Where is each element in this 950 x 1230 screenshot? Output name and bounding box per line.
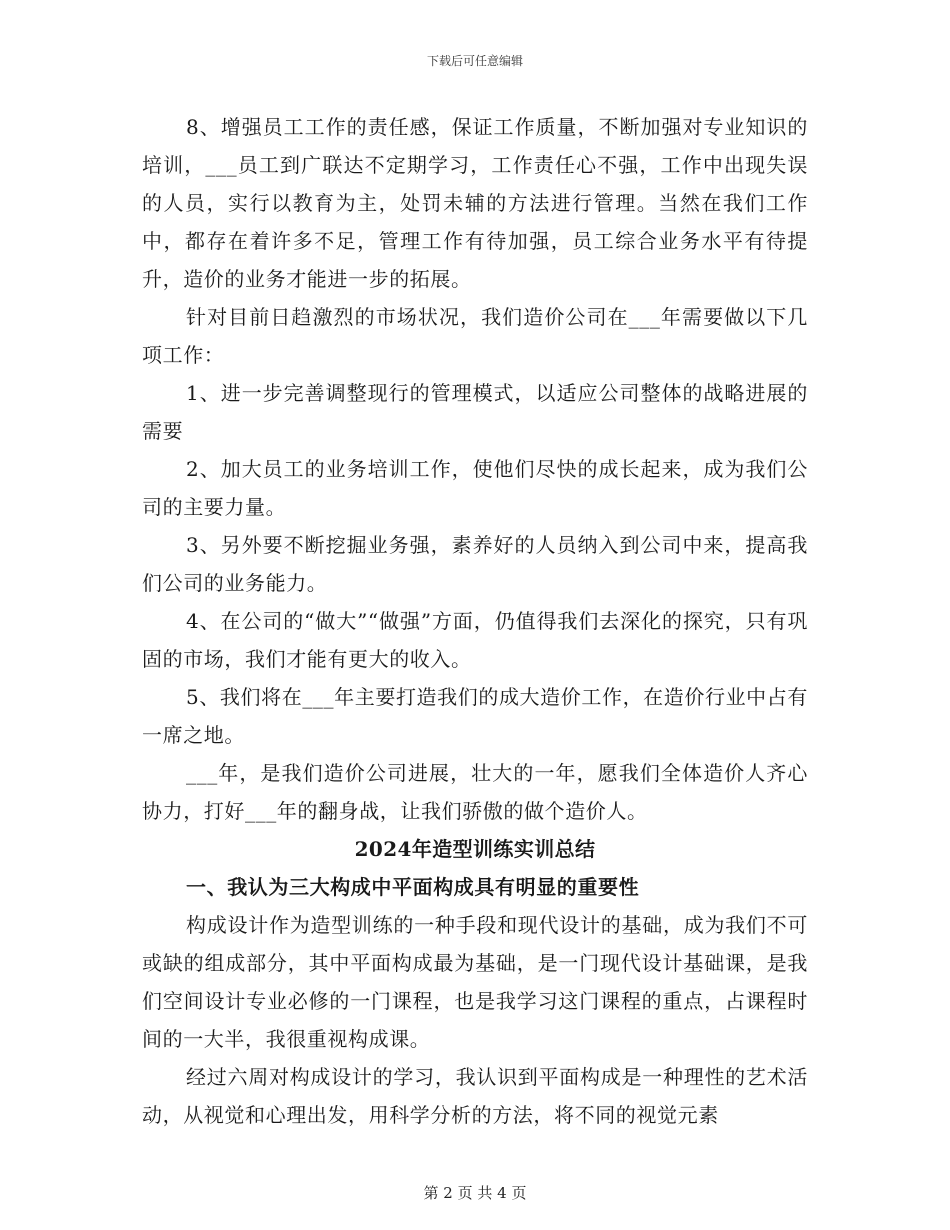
list-item-3: 3、另外要不断挖掘业务强，素养好的人员纳入到公司中来，提高我们公司的业务能力。 <box>142 533 808 595</box>
list-item-5: 5、我们将在___年主要打造我们的成大造价工作，在造价行业中占有一席之地。 <box>142 685 808 747</box>
paragraph-intro: 针对目前日趋激烈的市场状况，我们造价公司在___年需要做以下几项工作： <box>142 305 808 367</box>
list-item-4: 4、在公司的“做大”“做强”方面，仍值得我们去深化的探究，只有巩固的市场，我们才能有更大的收入。 <box>142 609 808 671</box>
closing-paragraph: ___年，是我们造价公司进展，壮大的一年，愿我们全体造价人齐心协力，打好___年的翻身战，让我们骄傲的做个造价人。 <box>142 761 808 823</box>
paragraph-study: 经过六周对构成设计的学习，我认识到平面构成是一种理性的艺术活动，从视觉和心理出发，用科学分析的方法，将不同的视觉元素 <box>142 1065 808 1127</box>
page-header: 下载后可任意编辑 <box>426 54 523 68</box>
section-title: 2024年造型训练实训总结 <box>354 837 596 861</box>
page-footer: 第 2 页 共 4 页 <box>423 1184 527 1202</box>
list-item-1: 1、进一步完善调整现行的管理模式，以适应公司整体的战略进展的需要 <box>142 381 808 443</box>
paragraph-8: 8、增强员工工作的责任感，保证工作质量，不断加强对专业知识的培训，___员工到广联达不定期学习，工作责任心不强，工作中出现失误的人员，实行以教育为主，处罚未辅的方法进行管理。当然在我们工作中，都存在着许多不足，管理工作有待加强，员工综合业务水平有待提升，造价的业务才能进一步的拓展。 <box>142 115 808 291</box>
section-heading: 一、我认为三大构成中平面构成具有明显的重要性 <box>186 875 640 899</box>
list-item-2: 2、加大员工的业务培训工作，使他们尽快的成长起来，成为我们公司的主要力量。 <box>142 457 808 519</box>
document-body <box>142 108 808 1134</box>
paragraph-composition: 构成设计作为造型训练的一种手段和现代设计的基础，成为我们不可或缺的组成部分，其中平面构成最为基础，是一门现代设计基础课，是我们空间设计专业必修的一门课程，也是我学习这门课程的重点，占课程时间的一大半，我很重视构成课。 <box>142 913 808 1051</box>
